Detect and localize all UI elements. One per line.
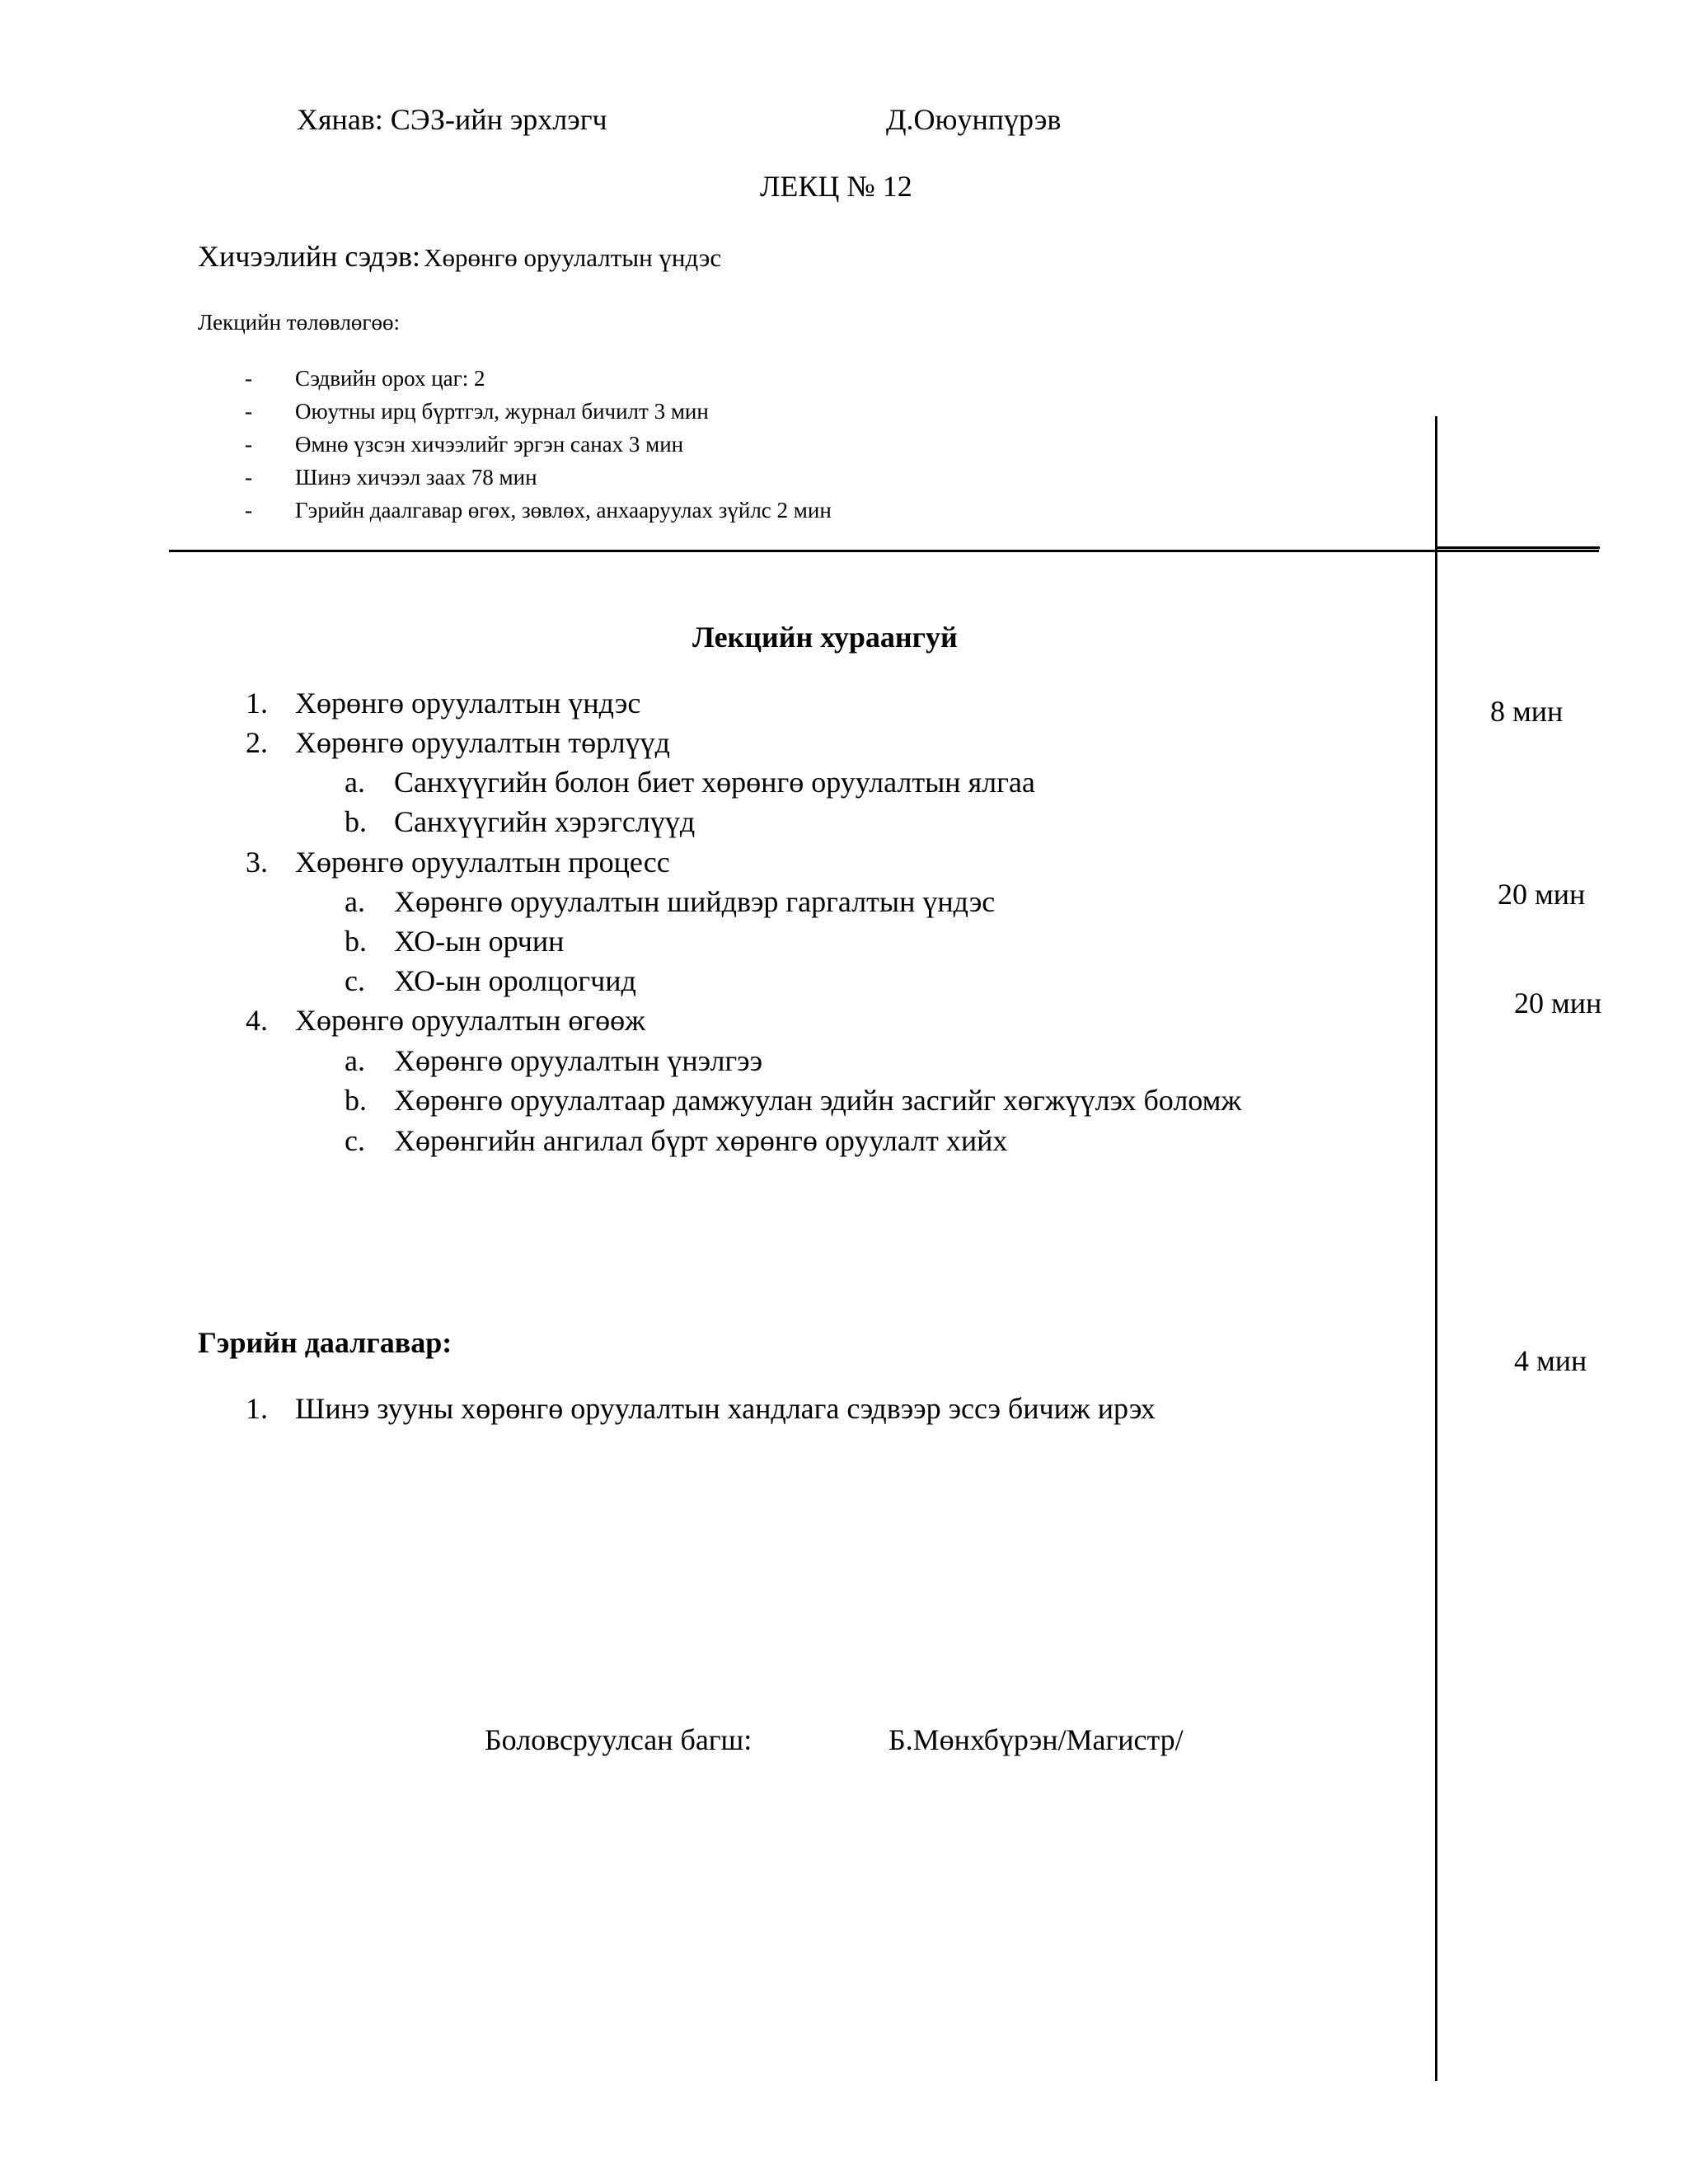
outline-sub-item: ХО-ын орчин (394, 925, 565, 958)
outline-sub-item: Хөрөнгийн ангилал бүрт хөрөнгө оруулалт хийх (394, 1124, 1008, 1157)
outline-sub-letter: b. (345, 1084, 367, 1117)
outline-sub-letter: c. (345, 1124, 365, 1157)
outline-sub-item: Хөрөнгө оруулалтын үнэлгээ (394, 1044, 763, 1077)
outline-item: Хөрөнгө оруулалтын өгөөж (295, 1004, 646, 1037)
plan-item: Оюутны ирц бүртгэл, журнал бичилт 3 мин (295, 399, 709, 424)
outline-item: Хөрөнгө оруулалтын төрлүүд (295, 726, 670, 759)
approver-name: Д.Оюунпүрэв (886, 103, 1062, 136)
minutes-label: 20 мин (1514, 987, 1602, 1019)
outline-sub-item: ХО-ын оролцогчид (394, 964, 636, 997)
outline-sub-item: Санхүүгийн болон биет хөрөнгө оруулалтын ялгаа (394, 766, 1035, 799)
outline-num: 2. (246, 726, 268, 759)
subject-label: Хичээлийн сэдэв: (198, 240, 421, 273)
minutes-label: 20 мин (1498, 878, 1586, 911)
approve-label: Хянав: СЭЗ-ийн эрхлэгч (297, 103, 607, 136)
outline-sub-item: Хөрөнгө оруулалтын шийдвэр гаргалтын үндэс (394, 885, 996, 918)
horizontal-rule-right (1435, 546, 1600, 549)
teacher-name: Б.Мөнхбүрэн/Магистр/ (889, 1723, 1184, 1756)
homework-num: 1. (246, 1392, 268, 1425)
horizontal-rule (169, 550, 1599, 552)
outline-sub-letter: a. (345, 766, 365, 799)
outline-sub-letter: a. (345, 1044, 365, 1077)
outline-sub-letter: b. (345, 925, 367, 958)
minutes-label: 8 мин (1490, 695, 1564, 728)
plan-item: Шинэ хичээл заах 78 мин (295, 465, 537, 490)
subject-line (198, 239, 721, 274)
subject-value: Хөрөнгө оруулалтын үндэс (424, 243, 722, 272)
outline-sub-item: Санхүүгийн хэрэгслүүд (394, 805, 696, 838)
vertical-rule (1435, 416, 1437, 2081)
summary-title: Лекцийн хураангуй (692, 621, 958, 654)
outline-num: 4. (246, 1004, 268, 1037)
plan-item: Сэдвийн орох цаг: 2 (295, 366, 485, 391)
plan-item: Өмнө үзсэн хичээлийг эргэн санах 3 мин (295, 432, 684, 457)
plan-bullet: - (245, 498, 252, 523)
lecture-title: ЛЕКЦ № 12 (760, 170, 912, 203)
outline-sub-letter: a. (345, 885, 365, 918)
homework-title: Гэрийн даалгавар: (198, 1326, 452, 1359)
plan-bullet: - (245, 465, 252, 490)
plan-bullet: - (245, 432, 252, 457)
outline-sub-letter: c. (345, 964, 365, 997)
prepared-by-label: Боловсруулсан багш: (485, 1723, 753, 1756)
outline-item: Хөрөнгө оруулалтын үндэс (295, 687, 641, 719)
outline-item: Хөрөнгө оруулалтын процесс (295, 846, 670, 879)
plan-item: Гэрийн даалгавар өгөх, зөвлөх, анхааруулах зүйлс 2 мин (295, 498, 832, 523)
outline-sub-letter: b. (345, 805, 367, 838)
plan-bullet: - (245, 399, 252, 424)
outline-num: 1. (246, 687, 268, 719)
outline-sub-item: Хөрөнгө оруулалтаар дамжуулан эдийн засгийг хөгжүүлэх боломж (394, 1084, 1242, 1117)
plan-bullet: - (245, 366, 252, 391)
homework-item: Шинэ зууны хөрөнгө оруулалтын хандлага сэдвээр эссэ бичиж ирэх (295, 1392, 1156, 1425)
homework-minutes: 4 мин (1514, 1344, 1587, 1377)
outline-num: 3. (246, 846, 268, 879)
plan-title: Лекцийн төлөвлөгөө: (198, 310, 400, 335)
